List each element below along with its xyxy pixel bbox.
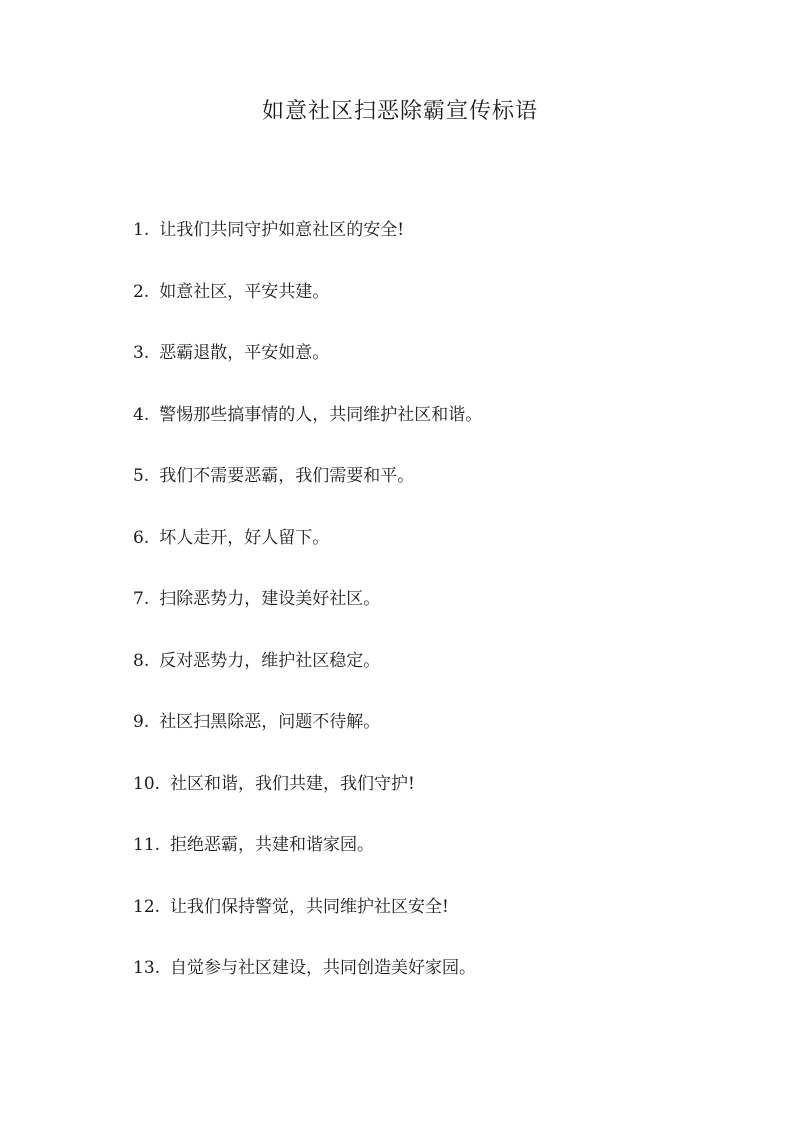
item-number: 1. xyxy=(133,220,150,240)
item-number: 4. xyxy=(133,404,150,425)
list-item xyxy=(133,217,482,279)
item-number: 3. xyxy=(133,343,150,363)
list-item xyxy=(133,771,482,833)
item-number: 9. xyxy=(133,712,150,732)
item-number: 10. xyxy=(133,773,161,794)
list-item xyxy=(133,832,482,894)
item-number: 2. xyxy=(133,281,150,302)
document-title: 如意社区扫恶除霸宣传标语 xyxy=(261,99,538,124)
item-number: 8. xyxy=(133,650,150,671)
item-number: 11. xyxy=(133,835,161,855)
item-text: 警惕那些搞事情的人，共同维护社区和谐。 xyxy=(159,404,483,425)
item-text: 让我们共同守护如意社区的安全! xyxy=(159,220,405,240)
item-number: 7. xyxy=(133,589,150,609)
list-item xyxy=(133,340,482,402)
list-item xyxy=(133,648,482,710)
item-number: 5. xyxy=(133,466,150,486)
list-item xyxy=(133,709,482,771)
slogan-list xyxy=(133,217,482,1017)
item-text: 社区和谐，我们共建，我们守护! xyxy=(170,773,415,794)
item-text: 社区扫黑除恶，问题不待解。 xyxy=(159,712,381,732)
item-text: 反对恶势力，维护社区稳定。 xyxy=(159,650,381,671)
list-item xyxy=(133,894,482,956)
item-text: 让我们保持警觉，共同维护社区安全! xyxy=(170,896,449,917)
item-number: 6. xyxy=(133,527,150,548)
list-item xyxy=(133,402,482,464)
list-item xyxy=(133,586,482,648)
item-number: 12. xyxy=(133,896,161,917)
item-text: 自觉参与社区建设，共同创造美好家园。 xyxy=(170,958,477,978)
list-item xyxy=(133,525,482,587)
item-number: 13. xyxy=(133,958,161,978)
list-item xyxy=(133,463,482,525)
item-text: 我们不需要恶霸，我们需要和平。 xyxy=(159,466,415,486)
list-item xyxy=(133,279,482,341)
item-text: 如意社区，平安共建。 xyxy=(159,281,330,302)
item-text: 扫除恶势力，建设美好社区。 xyxy=(159,589,381,609)
item-text: 拒绝恶霸，共建和谐家园。 xyxy=(170,835,375,855)
item-text: 恶霸退散，平安如意。 xyxy=(159,343,330,363)
item-text: 坏人走开，好人留下。 xyxy=(159,527,330,548)
list-item xyxy=(133,955,482,1017)
